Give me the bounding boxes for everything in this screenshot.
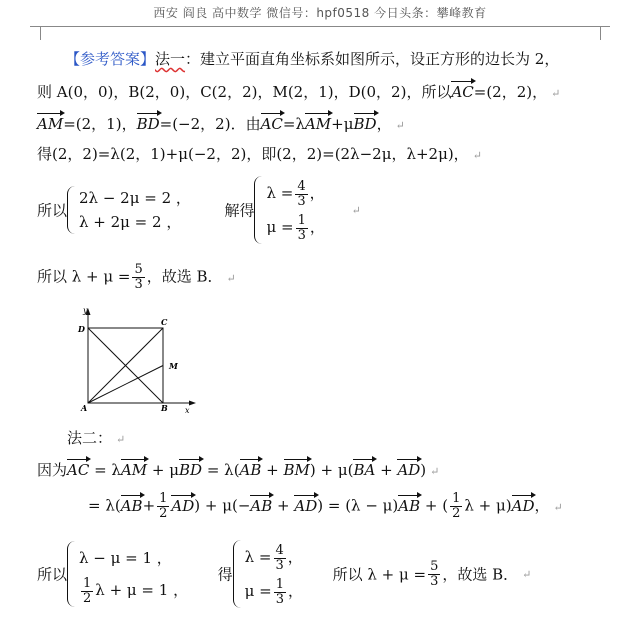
sys1-prefix: 所以 bbox=[37, 201, 68, 220]
result1-prefix: 所以 λ + μ = bbox=[37, 267, 131, 286]
sol2-lambda: λ = $\frac{4}{3}$ ， bbox=[244, 542, 303, 573]
system2-equations bbox=[79, 542, 188, 606]
sys2-eq1: λ − μ = 1 ， bbox=[79, 549, 172, 567]
page-header: 西安 阎良 高中数学 微信号：hpf0518 今日头条：攀峰教育 bbox=[153, 6, 487, 20]
because: 因为 bbox=[37, 461, 68, 479]
vector-AM: AM bbox=[37, 115, 64, 133]
eq-part: + μ bbox=[147, 461, 180, 479]
vector-AC-3: AC bbox=[67, 461, 90, 479]
answer-tag: 【参考答案】 bbox=[65, 50, 156, 68]
sol2-mu: μ = $\frac{1}{3}$ ， bbox=[244, 576, 304, 607]
line-result1 bbox=[37, 263, 236, 292]
left-brace bbox=[67, 541, 76, 607]
sys2-prefix: 所以 bbox=[37, 565, 68, 584]
bd-value: =(−2，2)．由 bbox=[159, 115, 261, 133]
eq-part: ) bbox=[420, 461, 427, 479]
eq-part: + bbox=[261, 461, 284, 479]
return-mark: ↵ bbox=[430, 465, 440, 478]
eq-part: ， bbox=[534, 496, 550, 515]
sys2-solve-label: 得 bbox=[217, 565, 233, 584]
eq-part: + bbox=[375, 461, 398, 479]
am-value: =(2，1)， bbox=[63, 115, 137, 133]
return-mark: ↵ bbox=[472, 149, 482, 162]
line-vectors bbox=[37, 113, 405, 134]
return-mark: ↵ bbox=[351, 203, 361, 217]
vector-BD-2: BD bbox=[353, 115, 377, 133]
vector-AC-2: AC bbox=[260, 115, 283, 133]
system-solution bbox=[266, 176, 324, 244]
label-C: C bbox=[161, 317, 168, 327]
vector-AM-2: AM bbox=[304, 115, 332, 133]
method1-label: 法一 bbox=[155, 50, 186, 68]
line-substitution bbox=[37, 143, 482, 164]
return-mark: ↵ bbox=[551, 87, 561, 100]
square-diagram bbox=[75, 303, 205, 418]
line-method2-eq2 bbox=[88, 492, 563, 521]
sys2-eq2: $\frac{1}{2}$ λ + μ = 1 ， bbox=[83, 575, 189, 606]
return-mark: ↵ bbox=[522, 567, 532, 581]
solve-label: 解得 bbox=[224, 201, 255, 220]
vector-AB-2: AB bbox=[120, 496, 143, 515]
line-method2-eq1 bbox=[37, 459, 439, 480]
eq-part: ) + μ( bbox=[309, 461, 354, 479]
fraction-1-2: $\frac{1}{2}$ bbox=[159, 491, 168, 521]
return-mark: ↵ bbox=[395, 119, 405, 132]
vector-AD-4: AD bbox=[511, 496, 535, 515]
label-D: D bbox=[78, 324, 85, 334]
sys1-eq2: λ + 2μ = 2 ， bbox=[79, 213, 182, 231]
line-method2 bbox=[67, 427, 125, 448]
vector-AD: AD bbox=[397, 461, 421, 479]
eq-part: = λ( bbox=[88, 496, 121, 515]
label-y: y bbox=[83, 306, 88, 315]
eq-part: = λ bbox=[89, 461, 121, 479]
eq-lambda: =λ bbox=[282, 115, 305, 133]
eq-part: λ + μ) bbox=[464, 496, 512, 515]
eq-end: ， bbox=[376, 115, 392, 133]
line-coordinates bbox=[37, 81, 560, 102]
eq-mu: +μ bbox=[331, 115, 354, 133]
method2-label: 法二： bbox=[67, 429, 113, 447]
return-mark: ↵ bbox=[116, 433, 126, 446]
margin-mark-left bbox=[30, 26, 41, 40]
sol-lambda: λ = $\frac{4}{3}$ ， bbox=[266, 178, 325, 209]
fraction-5-3: $\frac{5}{3}$ bbox=[134, 262, 143, 292]
vector-AD-3: AD bbox=[294, 496, 318, 515]
label-x: x bbox=[185, 406, 190, 415]
coords-text: 则 A(0，0)，B(2，0)，C(2，2)，M(2，1)，D(0，2)，所以 bbox=[37, 83, 452, 101]
left-brace bbox=[233, 540, 242, 608]
eq-part: = λ( bbox=[202, 461, 240, 479]
fraction-1-2-b: $\frac{1}{2}$ bbox=[452, 491, 461, 521]
eq-part: ) = (λ − μ) bbox=[317, 496, 399, 515]
label-M: M bbox=[169, 361, 178, 371]
return-mark: ↵ bbox=[226, 271, 236, 285]
line-system1 bbox=[37, 176, 361, 244]
eq-part: + ( bbox=[420, 496, 449, 515]
system2-solution bbox=[245, 540, 303, 608]
vector-AC: AC bbox=[451, 83, 474, 101]
return-mark: ↵ bbox=[553, 500, 563, 514]
substitution-text: 得(2，2)=λ(2，1)+μ(−2，2)，即(2，2)=(2λ−2μ，λ+2μ)， bbox=[37, 145, 469, 163]
result2-suffix: ，故选 B． bbox=[442, 565, 519, 584]
sol-mu: μ = $\frac{1}{3}$ ， bbox=[266, 212, 325, 243]
system-equations bbox=[79, 186, 191, 234]
margin-mark-right bbox=[600, 26, 611, 40]
line-method1 bbox=[65, 48, 559, 69]
header-rule bbox=[30, 26, 610, 27]
method1-text: ：建立平面直角坐标系如图所示，设正方形的边长为 2， bbox=[185, 50, 560, 68]
vector-AD-2: AD bbox=[171, 496, 195, 515]
line-system2 bbox=[37, 540, 531, 608]
vector-AM-3: AM bbox=[120, 461, 148, 479]
label-B: B bbox=[161, 403, 168, 413]
left-brace bbox=[254, 176, 263, 244]
vector-BD: BD bbox=[136, 115, 160, 133]
vector-BA: BA bbox=[353, 461, 376, 479]
vector-BD-3: BD bbox=[179, 461, 203, 479]
vector-AB-4: AB bbox=[398, 496, 421, 515]
result1-suffix: ，故选 B． bbox=[146, 267, 223, 286]
eq-part: + bbox=[272, 496, 295, 515]
result2-prefix: 所以 λ + μ = bbox=[332, 565, 427, 584]
eq-part: ) + μ(− bbox=[194, 496, 251, 515]
left-brace bbox=[67, 186, 76, 234]
eq-part: + bbox=[142, 496, 156, 515]
fraction-5-3-b: $\frac{5}{3}$ bbox=[430, 558, 439, 589]
vector-BM: BM bbox=[283, 461, 310, 479]
vector-AB: AB bbox=[239, 461, 262, 479]
ac-value: =(2，2)， bbox=[473, 83, 548, 101]
vector-AB-3: AB bbox=[250, 496, 273, 515]
label-A: A bbox=[81, 403, 88, 413]
sys1-eq1: 2λ − 2μ = 2 ， bbox=[79, 189, 191, 207]
